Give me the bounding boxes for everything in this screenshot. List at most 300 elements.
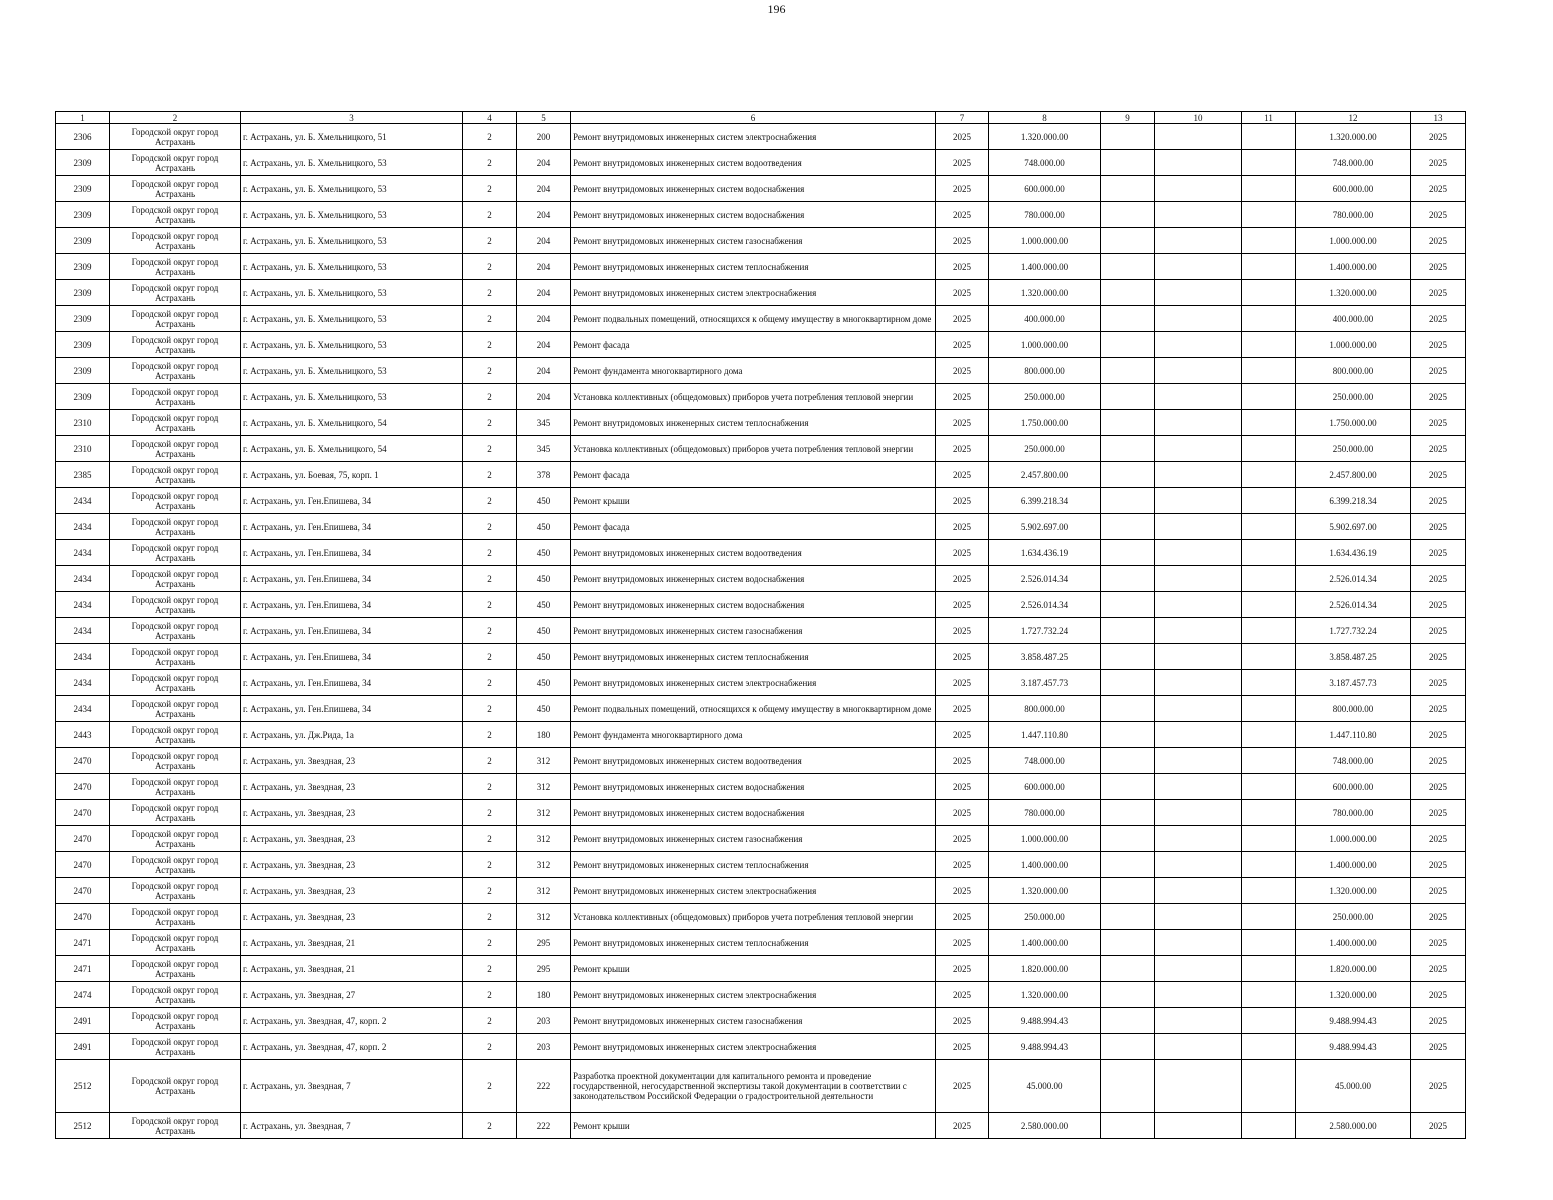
address-cell: г. Астрахань, ул. Звездная, 23 bbox=[241, 826, 463, 852]
work-type-cell: Ремонт фасада bbox=[571, 514, 936, 540]
col5-cell: 345 bbox=[517, 436, 571, 462]
col4-cell: 2 bbox=[463, 228, 517, 254]
col10-cell bbox=[1155, 410, 1242, 436]
completion-year-cell: 2025 bbox=[1411, 1113, 1466, 1139]
address-cell: г. Астрахань, ул. Звездная, 27 bbox=[241, 982, 463, 1008]
col5-cell: 203 bbox=[517, 1034, 571, 1060]
table-row bbox=[56, 592, 1466, 618]
column-header: 10 bbox=[1155, 112, 1242, 124]
table-row bbox=[56, 826, 1466, 852]
cost-total-cell: 1.750.000.00 bbox=[1296, 410, 1411, 436]
year-cell: 2025 bbox=[936, 930, 989, 956]
work-type-cell: Ремонт внутридомовых инженерных систем электроснабжения bbox=[571, 124, 936, 150]
municipality-cell: Городской округ город Астрахань bbox=[110, 280, 241, 306]
col10-cell bbox=[1155, 904, 1242, 930]
address-cell: г. Астрахань, ул. Ген.Епишева, 34 bbox=[241, 540, 463, 566]
completion-year-cell: 2025 bbox=[1411, 748, 1466, 774]
year-cell: 2025 bbox=[936, 852, 989, 878]
col10-cell bbox=[1155, 982, 1242, 1008]
cost-total-cell: 1.634.436.19 bbox=[1296, 540, 1411, 566]
municipality-cell: Городской округ город Астрахань bbox=[110, 852, 241, 878]
col5-cell: 204 bbox=[517, 228, 571, 254]
address-cell: г. Астрахань, ул. Б. Хмельницкого, 51 bbox=[241, 124, 463, 150]
col9-cell bbox=[1101, 800, 1155, 826]
year-cell: 2025 bbox=[936, 488, 989, 514]
address-cell: г. Астрахань, ул. Звездная, 23 bbox=[241, 878, 463, 904]
completion-year-cell: 2025 bbox=[1411, 462, 1466, 488]
col10-cell bbox=[1155, 150, 1242, 176]
record-id-cell: 2309 bbox=[56, 384, 110, 410]
col4-cell: 2 bbox=[463, 358, 517, 384]
year-cell: 2025 bbox=[936, 826, 989, 852]
table-row bbox=[56, 878, 1466, 904]
record-id-cell: 2434 bbox=[56, 696, 110, 722]
col9-cell bbox=[1101, 358, 1155, 384]
record-id-cell: 2512 bbox=[56, 1060, 110, 1113]
col9-cell bbox=[1101, 774, 1155, 800]
column-header: 5 bbox=[517, 112, 571, 124]
table-row bbox=[56, 280, 1466, 306]
col9-cell bbox=[1101, 592, 1155, 618]
col5-cell: 204 bbox=[517, 202, 571, 228]
completion-year-cell: 2025 bbox=[1411, 280, 1466, 306]
col4-cell: 2 bbox=[463, 540, 517, 566]
table-row bbox=[56, 254, 1466, 280]
col4-cell: 2 bbox=[463, 904, 517, 930]
col9-cell bbox=[1101, 826, 1155, 852]
cost-cell: 1.750.000.00 bbox=[989, 410, 1101, 436]
record-id-cell: 2309 bbox=[56, 332, 110, 358]
record-id-cell: 2309 bbox=[56, 176, 110, 202]
col4-cell: 2 bbox=[463, 696, 517, 722]
col10-cell bbox=[1155, 774, 1242, 800]
col11-cell bbox=[1242, 202, 1296, 228]
col4-cell: 2 bbox=[463, 1060, 517, 1113]
col9-cell bbox=[1101, 618, 1155, 644]
col5-cell: 204 bbox=[517, 176, 571, 202]
col11-cell bbox=[1242, 592, 1296, 618]
col4-cell: 2 bbox=[463, 514, 517, 540]
col11-cell bbox=[1242, 904, 1296, 930]
col5-cell: 222 bbox=[517, 1113, 571, 1139]
municipality-cell: Городской округ город Астрахань bbox=[110, 384, 241, 410]
work-type-cell: Ремонт фундамента многоквартирного дома bbox=[571, 722, 936, 748]
record-id-cell: 2434 bbox=[56, 644, 110, 670]
record-id-cell: 2434 bbox=[56, 514, 110, 540]
year-cell: 2025 bbox=[936, 800, 989, 826]
municipality-cell: Городской округ город Астрахань bbox=[110, 826, 241, 852]
year-cell: 2025 bbox=[936, 436, 989, 462]
col5-cell: 312 bbox=[517, 826, 571, 852]
table-row bbox=[56, 462, 1466, 488]
cost-total-cell: 3.187.457.73 bbox=[1296, 670, 1411, 696]
col9-cell bbox=[1101, 670, 1155, 696]
cost-cell: 2.526.014.34 bbox=[989, 566, 1101, 592]
col4-cell: 2 bbox=[463, 592, 517, 618]
cost-total-cell: 1.000.000.00 bbox=[1296, 826, 1411, 852]
year-cell: 2025 bbox=[936, 592, 989, 618]
col9-cell bbox=[1101, 1034, 1155, 1060]
address-cell: г. Астрахань, ул. Б. Хмельницкого, 53 bbox=[241, 150, 463, 176]
col9-cell bbox=[1101, 722, 1155, 748]
col11-cell bbox=[1242, 1008, 1296, 1034]
work-type-cell: Ремонт внутридомовых инженерных систем теплоснабжения bbox=[571, 410, 936, 436]
completion-year-cell: 2025 bbox=[1411, 150, 1466, 176]
cost-total-cell: 250.000.00 bbox=[1296, 436, 1411, 462]
col4-cell: 2 bbox=[463, 124, 517, 150]
completion-year-cell: 2025 bbox=[1411, 696, 1466, 722]
address-cell: г. Астрахань, ул. Звездная, 21 bbox=[241, 930, 463, 956]
municipality-cell: Городской округ город Астрахань bbox=[110, 1008, 241, 1034]
table-row bbox=[56, 150, 1466, 176]
completion-year-cell: 2025 bbox=[1411, 852, 1466, 878]
table-row bbox=[56, 618, 1466, 644]
address-cell: г. Астрахань, ул. Ген.Епишева, 34 bbox=[241, 592, 463, 618]
col9-cell bbox=[1101, 462, 1155, 488]
col4-cell: 2 bbox=[463, 722, 517, 748]
col5-cell: 204 bbox=[517, 384, 571, 410]
table-row bbox=[56, 202, 1466, 228]
completion-year-cell: 2025 bbox=[1411, 956, 1466, 982]
table-row bbox=[56, 514, 1466, 540]
col11-cell bbox=[1242, 124, 1296, 150]
capital-repair-table bbox=[55, 111, 1466, 1139]
col5-cell: 295 bbox=[517, 930, 571, 956]
col11-cell bbox=[1242, 930, 1296, 956]
cost-total-cell: 5.902.697.00 bbox=[1296, 514, 1411, 540]
col5-cell: 450 bbox=[517, 644, 571, 670]
table-row bbox=[56, 904, 1466, 930]
completion-year-cell: 2025 bbox=[1411, 488, 1466, 514]
record-id-cell: 2470 bbox=[56, 800, 110, 826]
work-type-cell: Ремонт внутридомовых инженерных систем газоснабжения bbox=[571, 1008, 936, 1034]
cost-total-cell: 800.000.00 bbox=[1296, 696, 1411, 722]
cost-cell: 1.320.000.00 bbox=[989, 280, 1101, 306]
col11-cell bbox=[1242, 254, 1296, 280]
table-row bbox=[56, 332, 1466, 358]
col4-cell: 2 bbox=[463, 1113, 517, 1139]
record-id-cell: 2434 bbox=[56, 540, 110, 566]
col5-cell: 204 bbox=[517, 254, 571, 280]
work-type-cell: Ремонт подвальных помещений, относящихся к общему имуществу в многоквартирном доме bbox=[571, 696, 936, 722]
column-header: 11 bbox=[1242, 112, 1296, 124]
record-id-cell: 2309 bbox=[56, 280, 110, 306]
work-type-cell: Ремонт фасада bbox=[571, 462, 936, 488]
municipality-cell: Городской округ город Астрахань bbox=[110, 332, 241, 358]
table-row bbox=[56, 852, 1466, 878]
year-cell: 2025 bbox=[936, 332, 989, 358]
record-id-cell: 2470 bbox=[56, 774, 110, 800]
address-cell: г. Астрахань, ул. Ген.Епишева, 34 bbox=[241, 566, 463, 592]
table-row bbox=[56, 1060, 1466, 1113]
year-cell: 2025 bbox=[936, 514, 989, 540]
col5-cell: 204 bbox=[517, 332, 571, 358]
table-row bbox=[56, 696, 1466, 722]
table-row bbox=[56, 982, 1466, 1008]
col11-cell bbox=[1242, 670, 1296, 696]
cost-cell: 1.400.000.00 bbox=[989, 254, 1101, 280]
municipality-cell: Городской округ город Астрахань bbox=[110, 488, 241, 514]
municipality-cell: Городской округ город Астрахань bbox=[110, 150, 241, 176]
year-cell: 2025 bbox=[936, 358, 989, 384]
year-cell: 2025 bbox=[936, 306, 989, 332]
col10-cell bbox=[1155, 384, 1242, 410]
col5-cell: 312 bbox=[517, 748, 571, 774]
completion-year-cell: 2025 bbox=[1411, 410, 1466, 436]
address-cell: г. Астрахань, ул. Ген.Епишева, 34 bbox=[241, 644, 463, 670]
table-row bbox=[56, 670, 1466, 696]
col9-cell bbox=[1101, 332, 1155, 358]
record-id-cell: 2470 bbox=[56, 748, 110, 774]
municipality-cell: Городской округ город Астрахань bbox=[110, 462, 241, 488]
col9-cell bbox=[1101, 644, 1155, 670]
cost-total-cell: 780.000.00 bbox=[1296, 202, 1411, 228]
col11-cell bbox=[1242, 800, 1296, 826]
record-id-cell: 2309 bbox=[56, 228, 110, 254]
work-type-cell: Ремонт внутридомовых инженерных систем газоснабжения bbox=[571, 228, 936, 254]
year-cell: 2025 bbox=[936, 462, 989, 488]
col11-cell bbox=[1242, 540, 1296, 566]
completion-year-cell: 2025 bbox=[1411, 982, 1466, 1008]
work-type-cell: Ремонт внутридомовых инженерных систем водоотведения bbox=[571, 150, 936, 176]
year-cell: 2025 bbox=[936, 982, 989, 1008]
table-row bbox=[56, 722, 1466, 748]
address-cell: г. Астрахань, ул. Б. Хмельницкого, 53 bbox=[241, 384, 463, 410]
col10-cell bbox=[1155, 124, 1242, 150]
table-row bbox=[56, 1008, 1466, 1034]
col5-cell: 204 bbox=[517, 150, 571, 176]
year-cell: 2025 bbox=[936, 644, 989, 670]
cost-total-cell: 1.727.732.24 bbox=[1296, 618, 1411, 644]
col5-cell: 312 bbox=[517, 800, 571, 826]
cost-cell: 1.000.000.00 bbox=[989, 332, 1101, 358]
address-cell: г. Астрахань, ул. Б. Хмельницкого, 53 bbox=[241, 202, 463, 228]
cost-total-cell: 600.000.00 bbox=[1296, 176, 1411, 202]
completion-year-cell: 2025 bbox=[1411, 332, 1466, 358]
col4-cell: 2 bbox=[463, 436, 517, 462]
address-cell: г. Астрахань, ул. Звездная, 23 bbox=[241, 904, 463, 930]
col4-cell: 2 bbox=[463, 800, 517, 826]
year-cell: 2025 bbox=[936, 618, 989, 644]
municipality-cell: Городской округ город Астрахань bbox=[110, 514, 241, 540]
municipality-cell: Городской округ город Астрахань bbox=[110, 358, 241, 384]
column-header: 4 bbox=[463, 112, 517, 124]
col11-cell bbox=[1242, 566, 1296, 592]
table-row bbox=[56, 644, 1466, 670]
municipality-cell: Городской округ город Астрахань bbox=[110, 1060, 241, 1113]
table-row bbox=[56, 176, 1466, 202]
municipality-cell: Городской округ город Астрахань bbox=[110, 982, 241, 1008]
completion-year-cell: 2025 bbox=[1411, 592, 1466, 618]
col9-cell bbox=[1101, 540, 1155, 566]
work-type-cell: Ремонт внутридомовых инженерных систем газоснабжения bbox=[571, 826, 936, 852]
col10-cell bbox=[1155, 722, 1242, 748]
cost-total-cell: 748.000.00 bbox=[1296, 748, 1411, 774]
col11-cell bbox=[1242, 462, 1296, 488]
municipality-cell: Городской округ город Астрахань bbox=[110, 774, 241, 800]
col5-cell: 450 bbox=[517, 618, 571, 644]
col10-cell bbox=[1155, 462, 1242, 488]
col10-cell bbox=[1155, 514, 1242, 540]
header-row bbox=[56, 112, 1466, 124]
col11-cell bbox=[1242, 306, 1296, 332]
col11-cell bbox=[1242, 722, 1296, 748]
col9-cell bbox=[1101, 956, 1155, 982]
cost-total-cell: 1.400.000.00 bbox=[1296, 930, 1411, 956]
col10-cell bbox=[1155, 1034, 1242, 1060]
column-header: 13 bbox=[1411, 112, 1466, 124]
municipality-cell: Городской округ город Астрахань bbox=[110, 618, 241, 644]
year-cell: 2025 bbox=[936, 228, 989, 254]
col4-cell: 2 bbox=[463, 670, 517, 696]
column-header: 7 bbox=[936, 112, 989, 124]
address-cell: г. Астрахань, ул. Б. Хмельницкого, 53 bbox=[241, 176, 463, 202]
year-cell: 2025 bbox=[936, 1034, 989, 1060]
year-cell: 2025 bbox=[936, 124, 989, 150]
cost-total-cell: 780.000.00 bbox=[1296, 800, 1411, 826]
work-type-cell: Ремонт внутридомовых инженерных систем теплоснабжения bbox=[571, 930, 936, 956]
record-id-cell: 2491 bbox=[56, 1034, 110, 1060]
completion-year-cell: 2025 bbox=[1411, 358, 1466, 384]
col9-cell bbox=[1101, 878, 1155, 904]
record-id-cell: 2434 bbox=[56, 670, 110, 696]
col10-cell bbox=[1155, 670, 1242, 696]
col5-cell: 222 bbox=[517, 1060, 571, 1113]
page-number: 196 bbox=[767, 2, 786, 16]
address-cell: г. Астрахань, ул. Ген.Епишева, 34 bbox=[241, 618, 463, 644]
col4-cell: 2 bbox=[463, 982, 517, 1008]
record-id-cell: 2434 bbox=[56, 592, 110, 618]
work-type-cell: Ремонт внутридомовых инженерных систем водоотведения bbox=[571, 748, 936, 774]
cost-total-cell: 1.820.000.00 bbox=[1296, 956, 1411, 982]
cost-cell: 45.000.00 bbox=[989, 1060, 1101, 1113]
address-cell: г. Астрахань, ул. Ген.Епишева, 34 bbox=[241, 696, 463, 722]
address-cell: г. Астрахань, ул. Б. Хмельницкого, 53 bbox=[241, 280, 463, 306]
col4-cell: 2 bbox=[463, 618, 517, 644]
table-row bbox=[56, 800, 1466, 826]
work-type-cell: Ремонт внутридомовых инженерных систем водоснабжения bbox=[571, 774, 936, 800]
work-type-cell: Ремонт внутридомовых инженерных систем теплоснабжения bbox=[571, 254, 936, 280]
column-header: 1 bbox=[56, 112, 110, 124]
work-type-cell: Ремонт внутридомовых инженерных систем теплоснабжения bbox=[571, 644, 936, 670]
completion-year-cell: 2025 bbox=[1411, 1034, 1466, 1060]
municipality-cell: Городской округ город Астрахань bbox=[110, 748, 241, 774]
col11-cell bbox=[1242, 696, 1296, 722]
work-type-cell: Разработка проектной документации для капитального ремонта и проведение государственной, негосударственной экспертизы такой документации в соответствии с законодательством Российской Федерации о градостроительной деятельности bbox=[571, 1060, 936, 1113]
record-id-cell: 2434 bbox=[56, 618, 110, 644]
cost-total-cell: 9.488.994.43 bbox=[1296, 1008, 1411, 1034]
col10-cell bbox=[1155, 696, 1242, 722]
record-id-cell: 2474 bbox=[56, 982, 110, 1008]
cost-cell: 1.000.000.00 bbox=[989, 826, 1101, 852]
col9-cell bbox=[1101, 202, 1155, 228]
completion-year-cell: 2025 bbox=[1411, 930, 1466, 956]
cost-cell: 250.000.00 bbox=[989, 904, 1101, 930]
cost-total-cell: 6.399.218.34 bbox=[1296, 488, 1411, 514]
municipality-cell: Городской округ город Астрахань bbox=[110, 722, 241, 748]
col4-cell: 2 bbox=[463, 176, 517, 202]
address-cell: г. Астрахань, ул. Звездная, 23 bbox=[241, 800, 463, 826]
col5-cell: 180 bbox=[517, 982, 571, 1008]
col10-cell bbox=[1155, 332, 1242, 358]
table-row bbox=[56, 774, 1466, 800]
cost-total-cell: 1.400.000.00 bbox=[1296, 254, 1411, 280]
cost-cell: 2.580.000.00 bbox=[989, 1113, 1101, 1139]
year-cell: 2025 bbox=[936, 540, 989, 566]
address-cell: г. Астрахань, ул. Звездная, 7 bbox=[241, 1113, 463, 1139]
column-header: 9 bbox=[1101, 112, 1155, 124]
col11-cell bbox=[1242, 514, 1296, 540]
col9-cell bbox=[1101, 228, 1155, 254]
cost-total-cell: 1.320.000.00 bbox=[1296, 124, 1411, 150]
table-row bbox=[56, 436, 1466, 462]
work-type-cell: Установка коллективных (общедомовых) приборов учета потребления тепловой энергии bbox=[571, 384, 936, 410]
col10-cell bbox=[1155, 800, 1242, 826]
cost-cell: 1.447.110.80 bbox=[989, 722, 1101, 748]
cost-cell: 2.526.014.34 bbox=[989, 592, 1101, 618]
col9-cell bbox=[1101, 254, 1155, 280]
table-row bbox=[56, 228, 1466, 254]
record-id-cell: 2470 bbox=[56, 878, 110, 904]
cost-total-cell: 2.457.800.00 bbox=[1296, 462, 1411, 488]
record-id-cell: 2310 bbox=[56, 410, 110, 436]
work-type-cell: Ремонт внутридомовых инженерных систем электроснабжения bbox=[571, 670, 936, 696]
cost-total-cell: 3.858.487.25 bbox=[1296, 644, 1411, 670]
col11-cell bbox=[1242, 488, 1296, 514]
completion-year-cell: 2025 bbox=[1411, 878, 1466, 904]
cost-cell: 780.000.00 bbox=[989, 202, 1101, 228]
col9-cell bbox=[1101, 384, 1155, 410]
table-row bbox=[56, 410, 1466, 436]
col11-cell bbox=[1242, 410, 1296, 436]
col10-cell bbox=[1155, 436, 1242, 462]
col4-cell: 2 bbox=[463, 254, 517, 280]
col4-cell: 2 bbox=[463, 410, 517, 436]
completion-year-cell: 2025 bbox=[1411, 644, 1466, 670]
cost-cell: 1.400.000.00 bbox=[989, 852, 1101, 878]
cost-total-cell: 45.000.00 bbox=[1296, 1060, 1411, 1113]
address-cell: г. Астрахань, ул. Звездная, 47, корп. 2 bbox=[241, 1034, 463, 1060]
address-cell: г. Астрахань, ул. Звездная, 23 bbox=[241, 852, 463, 878]
year-cell: 2025 bbox=[936, 904, 989, 930]
col10-cell bbox=[1155, 852, 1242, 878]
record-id-cell: 2471 bbox=[56, 956, 110, 982]
col9-cell bbox=[1101, 306, 1155, 332]
cost-cell: 748.000.00 bbox=[989, 150, 1101, 176]
col9-cell bbox=[1101, 1060, 1155, 1113]
cost-total-cell: 1.320.000.00 bbox=[1296, 982, 1411, 1008]
col11-cell bbox=[1242, 618, 1296, 644]
col4-cell: 2 bbox=[463, 1008, 517, 1034]
work-type-cell: Ремонт внутридомовых инженерных систем электроснабжения bbox=[571, 982, 936, 1008]
year-cell: 2025 bbox=[936, 748, 989, 774]
col5-cell: 203 bbox=[517, 1008, 571, 1034]
cost-total-cell: 250.000.00 bbox=[1296, 384, 1411, 410]
cost-cell: 1.634.436.19 bbox=[989, 540, 1101, 566]
address-cell: г. Астрахань, ул. Б. Хмельницкого, 53 bbox=[241, 358, 463, 384]
work-type-cell: Ремонт внутридомовых инженерных систем водоснабжения bbox=[571, 800, 936, 826]
col4-cell: 2 bbox=[463, 306, 517, 332]
cost-total-cell: 1.447.110.80 bbox=[1296, 722, 1411, 748]
col4-cell: 2 bbox=[463, 462, 517, 488]
cost-cell: 1.400.000.00 bbox=[989, 930, 1101, 956]
work-type-cell: Ремонт фундамента многоквартирного дома bbox=[571, 358, 936, 384]
work-type-cell: Ремонт фасада bbox=[571, 332, 936, 358]
completion-year-cell: 2025 bbox=[1411, 124, 1466, 150]
col9-cell bbox=[1101, 124, 1155, 150]
cost-cell: 9.488.994.43 bbox=[989, 1008, 1101, 1034]
address-cell: г. Астрахань, ул. Б. Хмельницкого, 53 bbox=[241, 254, 463, 280]
